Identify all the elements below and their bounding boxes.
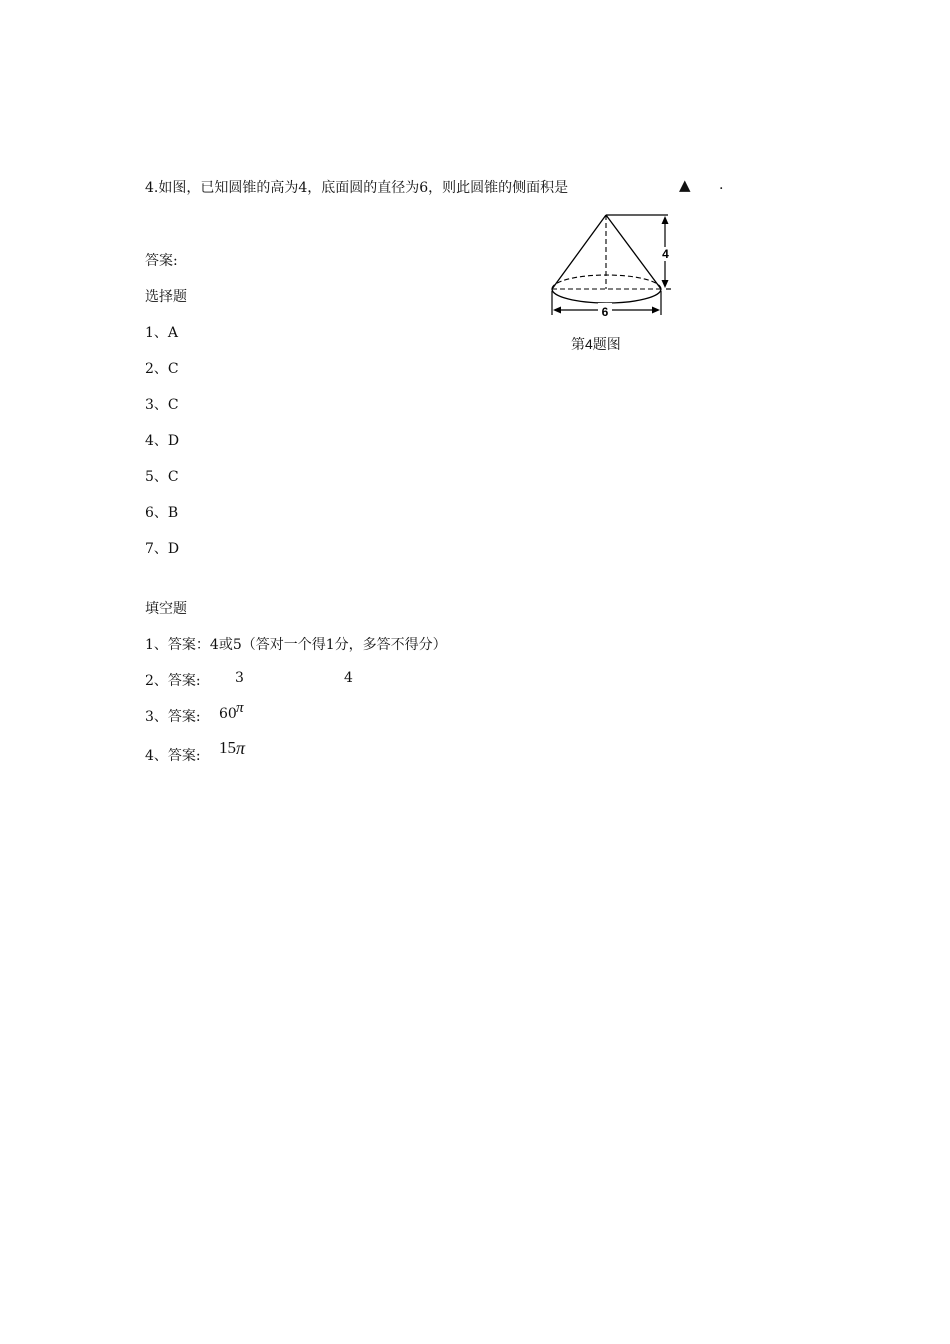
fill-answer-4-prefix: 4、答案: (145, 748, 201, 764)
diameter-arrow-left (553, 307, 561, 314)
diameter-label: 6 (601, 305, 609, 319)
blank-marker-triangle: ▲ (679, 176, 691, 194)
base-front-arc (552, 289, 661, 303)
choice-answer-7: 7、D (145, 541, 180, 557)
question-text: 4.如图，已知圆锥的高为4，底面圆的直径为6，则此圆锥的侧面积是 (145, 180, 569, 196)
choice-answer-2: 2、C (145, 361, 179, 377)
cone-right-side (606, 215, 661, 289)
diameter-arrow-right (652, 307, 660, 314)
fill-answer-3-pi: π (236, 700, 244, 716)
figure-caption: 第4题图 (571, 336, 621, 352)
height-label: 4 (662, 247, 669, 261)
fill-answer-2-value-2: 4 (344, 670, 353, 686)
height-arrow-down (662, 280, 669, 288)
fill-answer-1: 1、答案：4或5（答对一个得1分，多答不得分） (145, 637, 447, 653)
answers-title: 答案: (145, 253, 178, 269)
cone-figure (540, 205, 680, 323)
question-end-mark: . (719, 177, 724, 193)
choice-answer-1: 1、A (145, 325, 179, 341)
fill-answer-3-number: 60 (219, 706, 237, 722)
choice-answer-6: 6、B (145, 505, 179, 521)
choice-section-title: 选择题 (145, 289, 187, 305)
choice-answer-5: 5、C (145, 469, 179, 485)
fill-answer-4-number: 15 (219, 738, 236, 757)
choice-answer-4: 4、D (145, 433, 180, 449)
height-arrow-up (662, 216, 669, 224)
fill-answer-2-value-1: 3 (235, 670, 244, 686)
fill-answer-2-prefix: 2、答案: (145, 673, 201, 689)
cone-left-side (552, 215, 606, 289)
fill-answer-3-prefix: 3、答案: (145, 709, 201, 725)
fill-answer-4-pi: π (236, 738, 246, 758)
fill-section-title: 填空题 (145, 601, 187, 617)
choice-answer-3: 3、C (145, 397, 179, 413)
